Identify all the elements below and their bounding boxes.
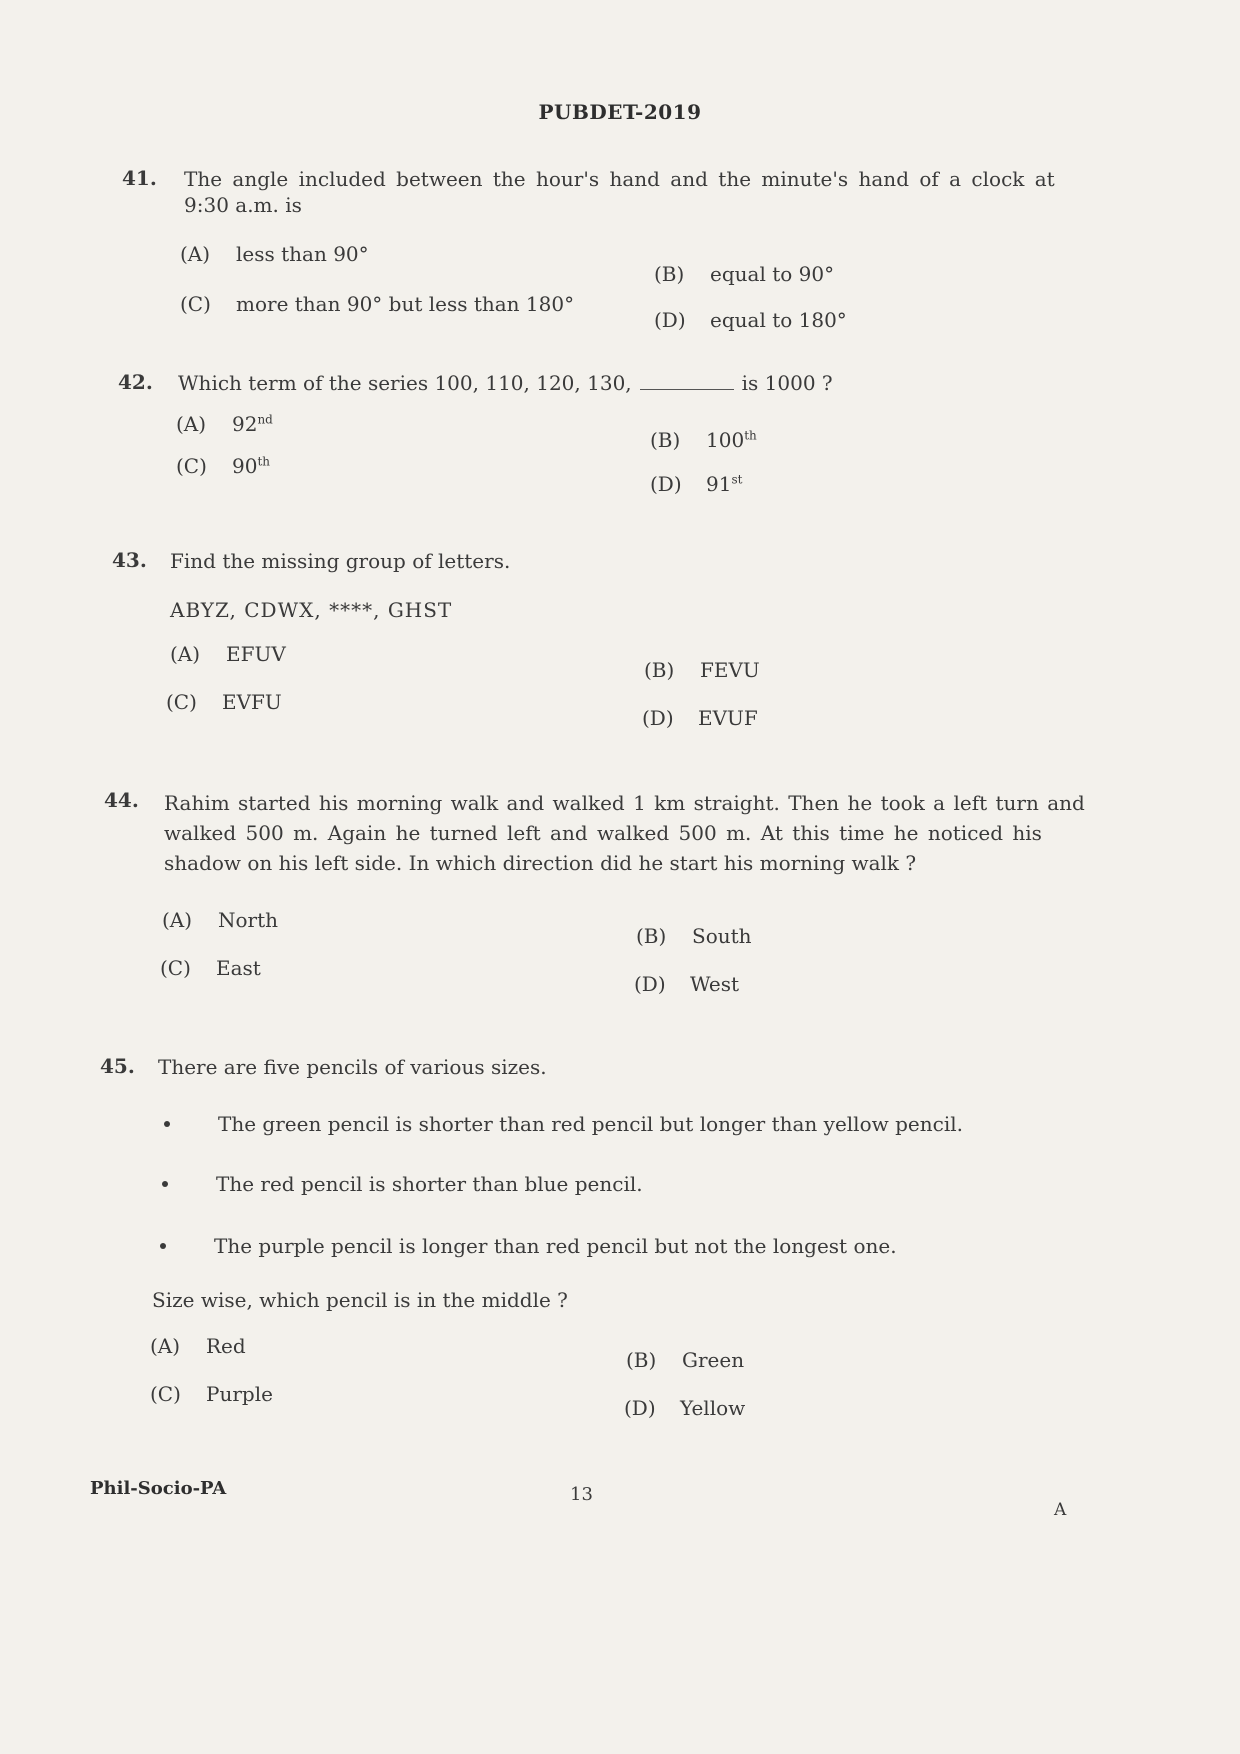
question-number: 43.: [112, 548, 147, 572]
option-a[interactable]: [170, 642, 286, 666]
option-label: (C): [180, 292, 211, 316]
option-label: (C): [160, 956, 191, 980]
question-text-line: The angle included between the hour's hand and the minute's hand of a clock at: [184, 167, 1055, 191]
option-c[interactable]: [176, 454, 270, 478]
option-text: 92: [232, 412, 258, 436]
option-label: (A): [176, 412, 207, 436]
question-text: [178, 370, 833, 396]
option-label: (A): [170, 642, 201, 666]
page-title: PUBDET-2019: [538, 100, 702, 124]
question-43: [112, 548, 1112, 578]
option-text: 90: [232, 454, 258, 478]
question-prompt: Size wise, which pencil is in the middle ?: [152, 1288, 568, 1312]
option-text: FEVU: [700, 658, 760, 682]
option-text: North: [218, 908, 279, 932]
option-label: (D): [650, 472, 682, 496]
option-label: (B): [654, 262, 685, 286]
option-label: (B): [650, 428, 681, 452]
option-c[interactable]: [150, 1382, 273, 1406]
option-text: Red: [206, 1334, 246, 1358]
option-label: (A): [150, 1334, 181, 1358]
question-number: 44.: [104, 788, 139, 812]
option-a[interactable]: [162, 908, 278, 932]
bullet-text: The green pencil is shorter than red pencil but longer than yellow pencil.: [218, 1112, 963, 1136]
option-c[interactable]: [180, 292, 574, 316]
option-label: (B): [626, 1348, 657, 1372]
question-text-line: Rahim started his morning walk and walked 1 km straight. Then he took a left turn and: [164, 791, 1085, 815]
option-b[interactable]: [644, 658, 760, 682]
option-label: (C): [176, 454, 207, 478]
option-text: equal to 180°: [710, 308, 847, 332]
option-label: (A): [162, 908, 193, 932]
question-text-line: walked 500 m. Again he turned left and walked 500 m. At this time he noticed his: [164, 821, 1042, 845]
option-a[interactable]: [180, 242, 369, 266]
question-text: There are five pencils of various sizes.: [158, 1055, 547, 1079]
option-label: (D): [654, 308, 686, 332]
option-text: Green: [682, 1348, 745, 1372]
bullet-icon: [160, 1243, 166, 1249]
option-d[interactable]: [624, 1396, 745, 1420]
bullet-item: [214, 1234, 897, 1258]
ordinal-suffix: th: [257, 454, 271, 469]
option-label: (D): [642, 706, 674, 730]
option-d[interactable]: [642, 706, 758, 730]
booklet-set: A: [1054, 1500, 1067, 1520]
option-text: EVUF: [698, 706, 758, 730]
option-label: (A): [180, 242, 211, 266]
option-text: Purple: [206, 1382, 273, 1406]
question-text-line: 9:30 a.m. is: [184, 193, 302, 217]
question-text-part: Which term of the series 100, 110, 120, 130,: [178, 371, 632, 395]
option-text: East: [216, 956, 261, 980]
question-42: [118, 370, 1118, 400]
option-b[interactable]: [654, 262, 834, 286]
question-text-line: shadow on his left side. In which direction did he start his morning walk ?: [164, 851, 917, 875]
bullet-text: The red pencil is shorter than blue pencil.: [216, 1172, 643, 1196]
option-text: South: [692, 924, 752, 948]
ordinal-suffix: nd: [257, 412, 273, 427]
option-label: (B): [644, 658, 675, 682]
option-text: less than 90°: [236, 242, 369, 266]
question-text: [184, 166, 1104, 218]
option-text: more than 90° but less than 180°: [236, 292, 575, 316]
ordinal-suffix: th: [744, 428, 757, 443]
option-b[interactable]: [626, 1348, 744, 1372]
question-text: Find the missing group of letters.: [170, 549, 511, 573]
option-b[interactable]: [650, 428, 757, 452]
bullet-item: [216, 1172, 643, 1196]
option-a[interactable]: [150, 1334, 246, 1358]
option-a[interactable]: [176, 412, 273, 436]
bullet-text: The purple pencil is longer than red pencil but not the longest one.: [214, 1234, 897, 1258]
question-text: [164, 788, 1124, 878]
option-c[interactable]: [160, 956, 261, 980]
option-d[interactable]: [654, 308, 847, 332]
subject-code: Phil-Socio-PA: [90, 1478, 227, 1499]
ordinal-suffix: st: [731, 472, 743, 487]
option-label: (D): [624, 1396, 656, 1420]
option-text: equal to 90°: [710, 262, 835, 286]
option-d[interactable]: [650, 472, 742, 496]
question-41: [122, 166, 1122, 217]
question-44: [104, 788, 1124, 878]
option-text: EFUV: [226, 642, 286, 666]
option-label: (C): [166, 690, 197, 714]
page-number: 13: [570, 1484, 593, 1505]
bullet-item: [218, 1112, 963, 1136]
question-number: 45.: [100, 1054, 135, 1078]
option-text: 91: [706, 472, 732, 496]
question-number: 42.: [118, 370, 153, 394]
bullet-icon: [162, 1181, 168, 1187]
option-text: EVFU: [222, 690, 282, 714]
option-text: Yellow: [680, 1396, 746, 1420]
option-text: West: [690, 972, 740, 996]
answer-blank: [640, 389, 734, 390]
option-d[interactable]: [634, 972, 739, 996]
option-label: (C): [150, 1382, 181, 1406]
question-45: [100, 1054, 1100, 1084]
option-b[interactable]: [636, 924, 752, 948]
option-label: (D): [634, 972, 666, 996]
letter-sequence: ABYZ, CDWX, ****, GHST: [170, 598, 453, 622]
option-c[interactable]: [166, 690, 282, 714]
question-text-part: is 1000 ?: [741, 371, 833, 395]
question-number: 41.: [122, 166, 157, 190]
option-label: (B): [636, 924, 667, 948]
bullet-icon: [164, 1121, 170, 1127]
option-text: 100: [706, 428, 745, 452]
